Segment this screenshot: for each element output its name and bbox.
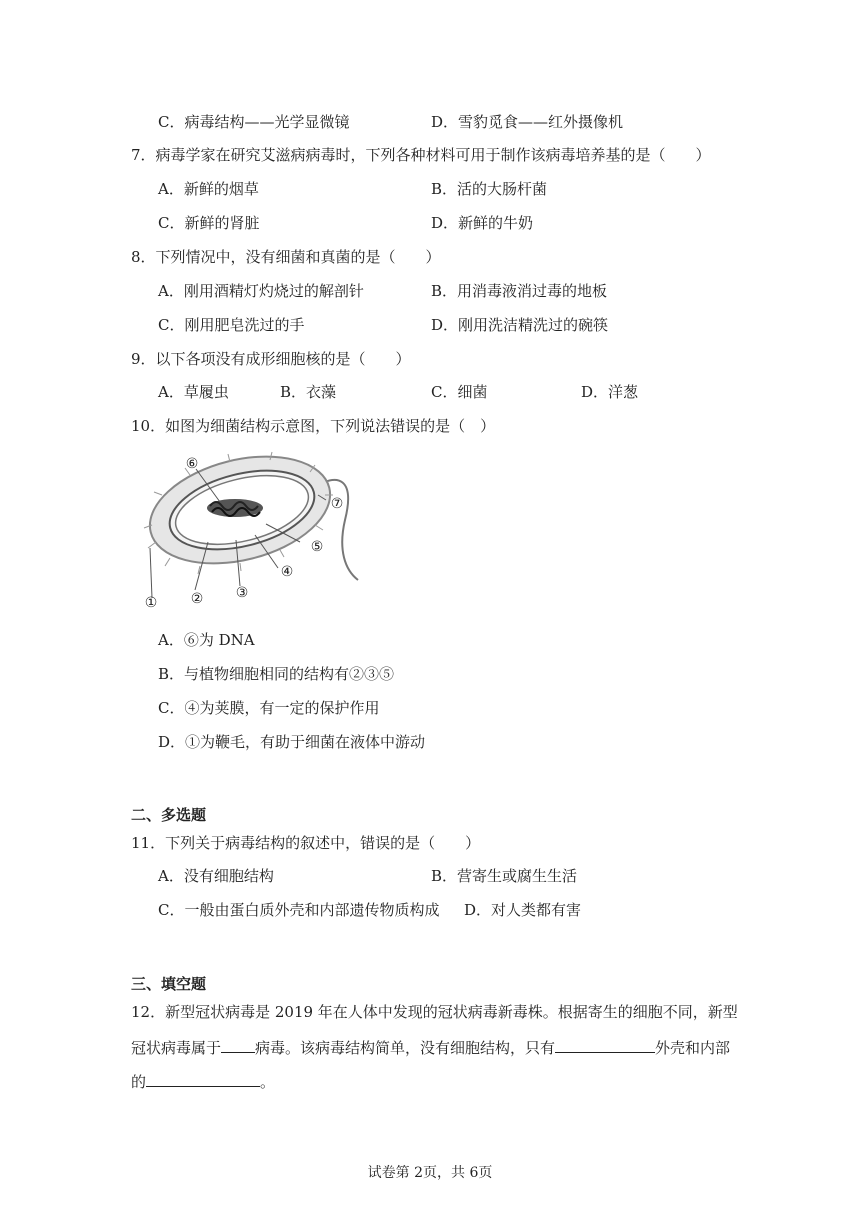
bacteria-structure-diagram xyxy=(140,450,380,615)
label-4: ④ xyxy=(280,564,294,580)
q12-line1: 12．新型冠状病毒是 2019 年在人体中发现的冠状病毒新毒株。根据寄生的细胞不同，新型 xyxy=(131,1003,738,1021)
dna-region-shape xyxy=(207,499,263,517)
q6-option-d: D．雪豹觅食——红外摄像机 xyxy=(431,113,624,131)
label-5: ⑤ xyxy=(310,539,324,555)
q12-line3 xyxy=(131,1070,275,1092)
label-3: ③ xyxy=(235,585,249,601)
q8-stem: 8．下列情况中，没有细菌和真菌的是（ ） xyxy=(131,248,441,266)
q7-option-c: C．新鲜的肾脏 xyxy=(158,214,260,232)
blank-3[interactable] xyxy=(146,1070,260,1087)
q7-option-a: A．新鲜的烟草 xyxy=(158,180,259,198)
q11-stem: 11．下列关于病毒结构的叙述中，错误的是（ ） xyxy=(131,834,481,852)
q10-option-a: A．⑥为 DNA xyxy=(158,631,255,649)
q6-option-c: C．病毒结构——光学显微镜 xyxy=(158,113,350,131)
q12-text-b: 病毒。该病毒结构简单，没有细胞结构，只有 xyxy=(255,1039,556,1057)
q7-option-d: D．新鲜的牛奶 xyxy=(431,214,534,232)
q8-option-a: A．刚用酒精灯灼烧过的解剖针 xyxy=(158,282,364,300)
q8-option-c: C．刚用肥皂洗过的手 xyxy=(158,316,305,334)
q7-stem: 7．病毒学家在研究艾滋病病毒时，下列各种材料可用于制作该病毒培养基的是（ ） xyxy=(131,146,711,164)
label-7: ⑦ xyxy=(330,496,344,512)
q12-text-d: 的 xyxy=(131,1073,147,1091)
blank-2[interactable] xyxy=(555,1036,655,1053)
q11-option-b: B．营寄生或腐生生活 xyxy=(431,867,578,885)
section-fill-blank-heading: 三、填空题 xyxy=(131,975,207,993)
label-2: ② xyxy=(190,591,204,607)
section-multi-choice-heading: 二、多选题 xyxy=(131,806,207,824)
q9-stem: 9．以下各项没有成形细胞核的是（ ） xyxy=(131,350,411,368)
q10-option-d: D．①为鞭毛，有助于细菌在液体中游动 xyxy=(158,733,426,751)
q11-option-c: C．一般由蛋白质外壳和内部遗传物质构成 xyxy=(158,901,440,919)
blank-1[interactable] xyxy=(221,1036,255,1053)
q10-option-b: B．与植物细胞相同的结构有②③⑤ xyxy=(158,665,395,683)
q11-option-a: A．没有细胞结构 xyxy=(158,867,274,885)
q10-option-c: C．④为荚膜，有一定的保护作用 xyxy=(158,699,380,717)
q9-option-c: C．细菌 xyxy=(431,383,488,401)
page-footer: 试卷第 2页，共 6页 xyxy=(367,1165,493,1181)
q12-text-e: 。 xyxy=(260,1073,276,1091)
q8-option-b: B．用消毒液消过毒的地板 xyxy=(431,282,608,300)
label-6: ⑥ xyxy=(185,456,199,472)
q8-option-d: D．刚用洗洁精洗过的碗筷 xyxy=(431,316,609,334)
q9-option-d: D．洋葱 xyxy=(581,383,639,401)
label-1: ① xyxy=(144,595,158,611)
q12-text-c: 外壳和内部 xyxy=(655,1039,731,1057)
q9-option-a: A．草履虫 xyxy=(158,383,229,401)
q12-line2 xyxy=(131,1036,730,1058)
q11-option-d: D．对人类都有害 xyxy=(464,901,582,919)
q7-option-b: B．活的大肠杆菌 xyxy=(431,180,548,198)
q10-stem: 10．如图为细菌结构示意图，下列说法错误的是（ ） xyxy=(131,417,496,435)
q12-text-a: 冠状病毒属于 xyxy=(131,1039,222,1057)
q9-option-b: B．衣藻 xyxy=(280,383,337,401)
